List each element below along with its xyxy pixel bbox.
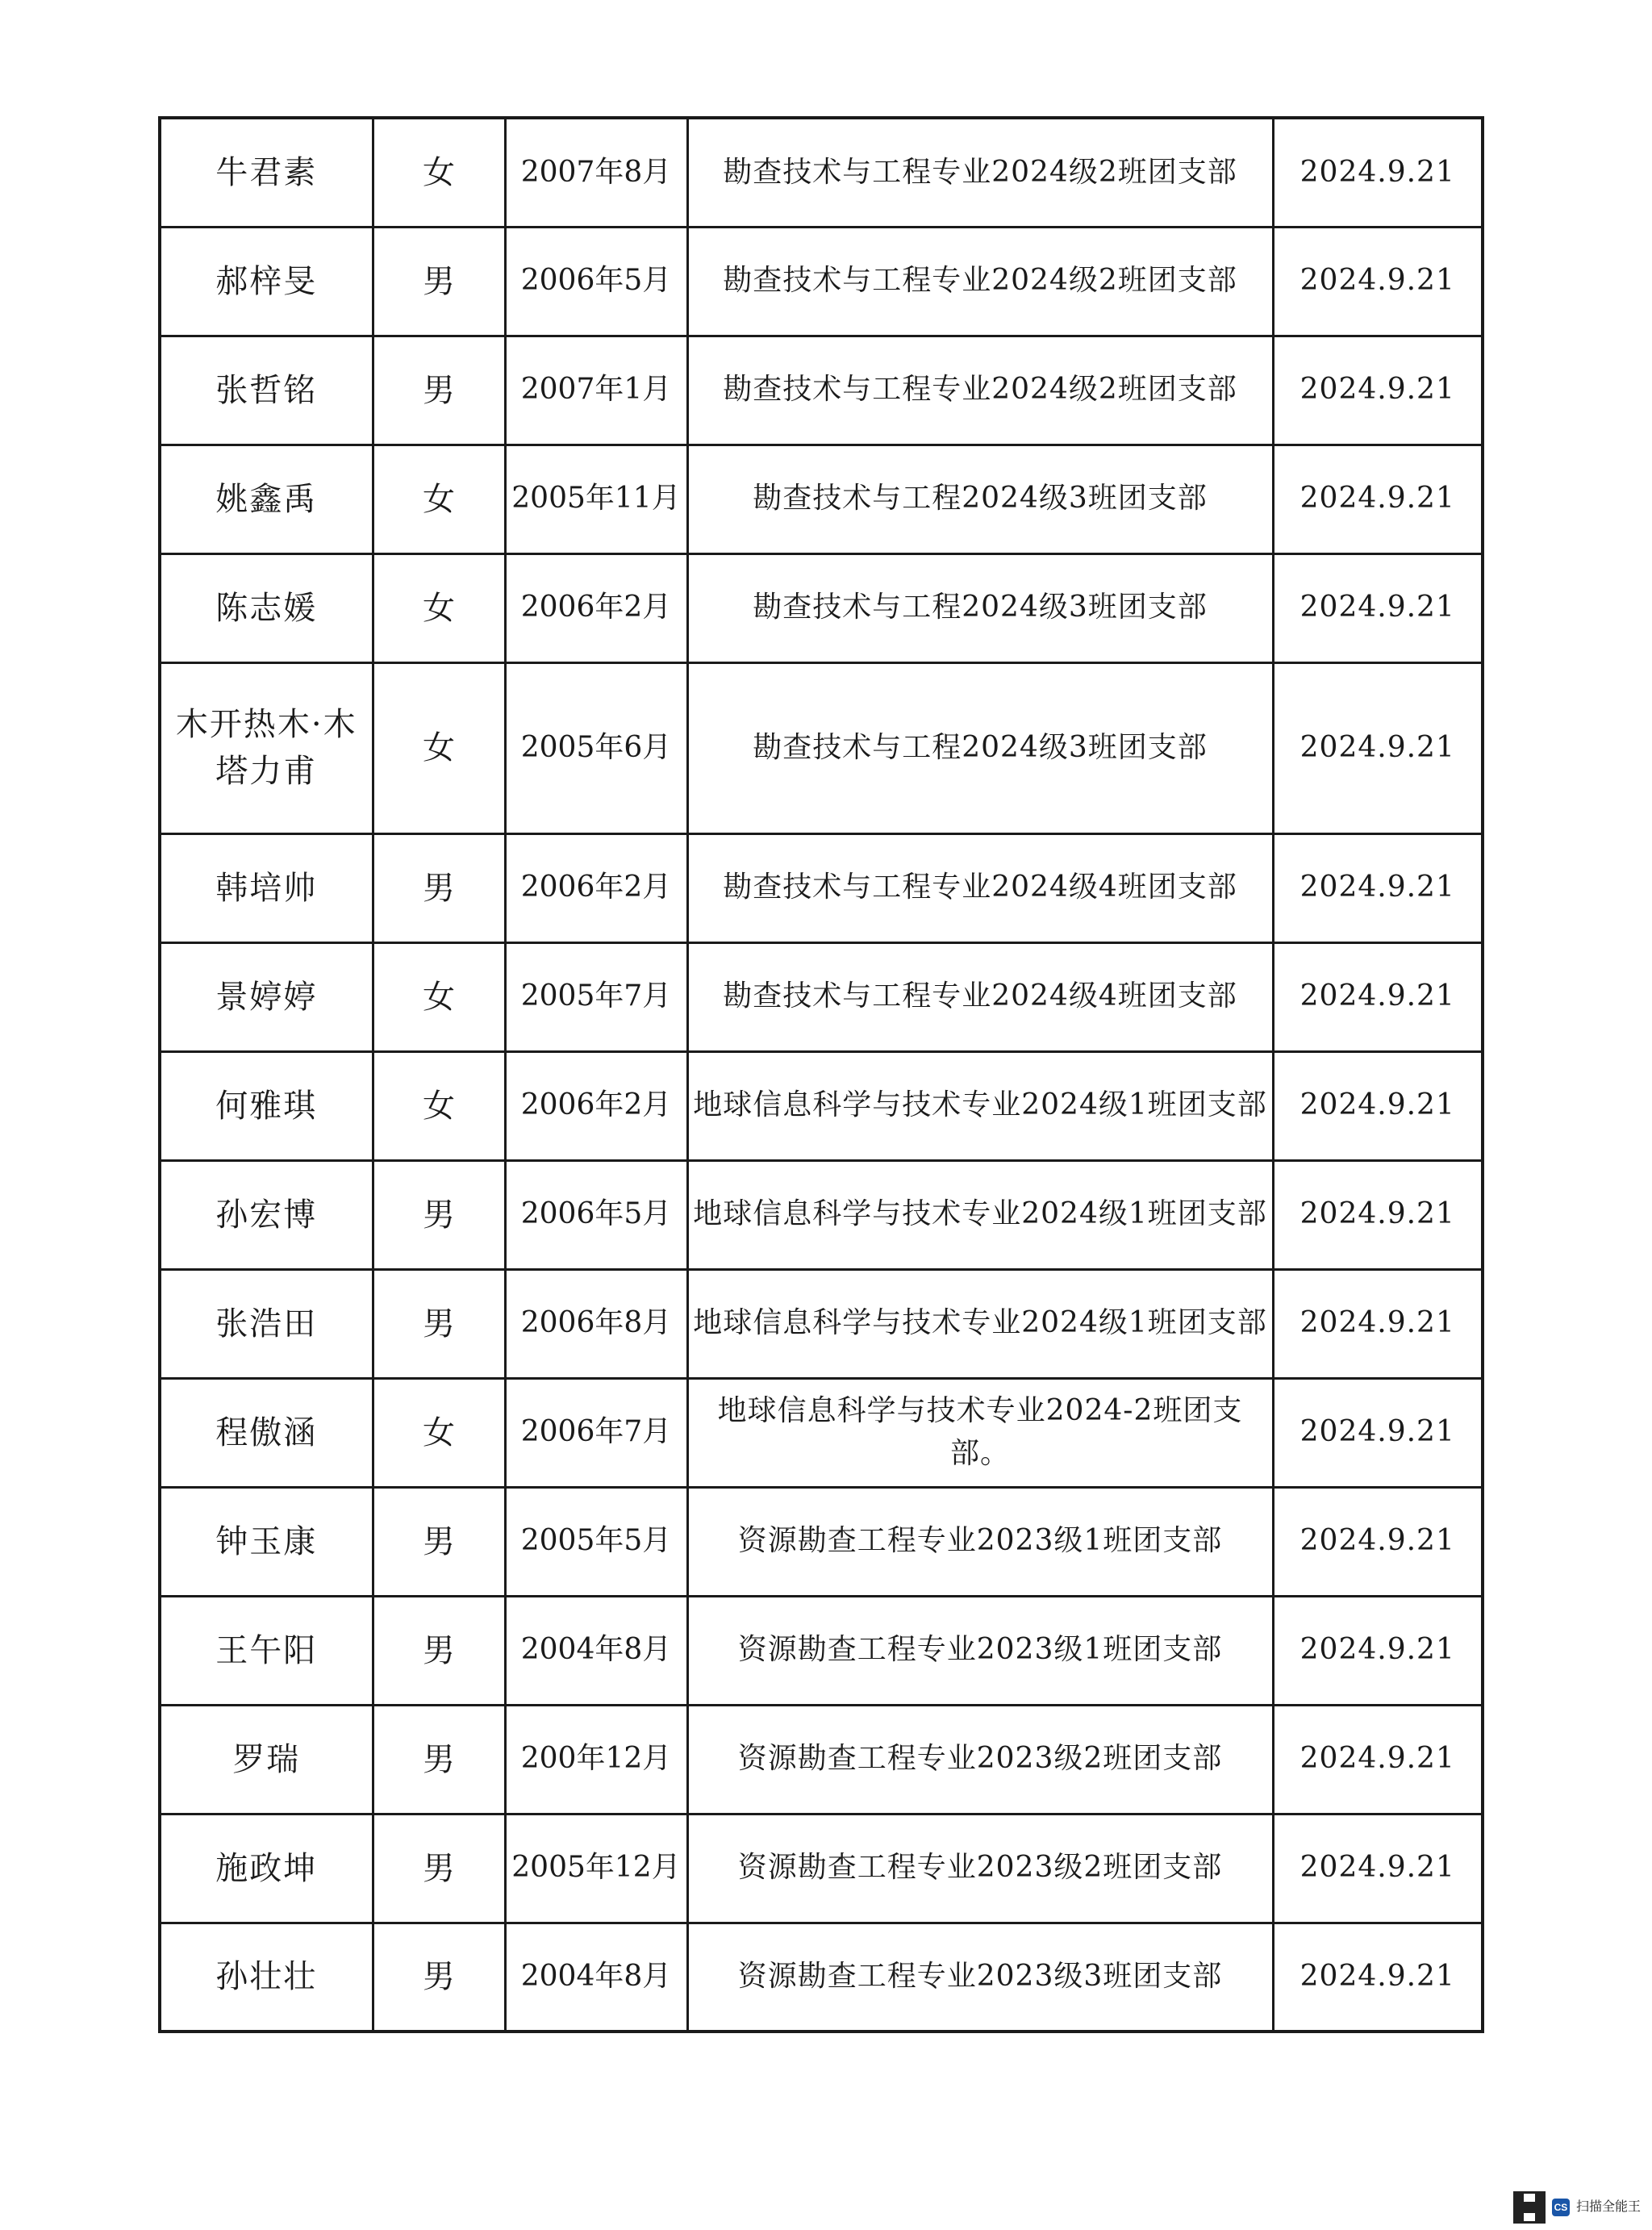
- name-cell: 郝梓旻: [160, 227, 373, 336]
- branch-cell: 勘查技术与工程专业2024级2班团支部: [687, 227, 1273, 336]
- branch-cell: 资源勘查工程专业2023级3班团支部: [687, 1923, 1273, 2032]
- branch-cell: 资源勘查工程专业2023级1班团支部: [687, 1487, 1273, 1596]
- gender-cell: 男: [373, 833, 505, 942]
- gender-cell: 男: [373, 1160, 505, 1269]
- birth-date-cell: 2005年7月: [505, 942, 687, 1051]
- brand-name: 扫描全能王: [1575, 2200, 1641, 2215]
- join-date-cell: 2024.9.21: [1273, 445, 1483, 553]
- table-row: [160, 227, 1483, 336]
- birth-date-cell: 2004年8月: [505, 1596, 687, 1705]
- birth-date-cell: 2006年2月: [505, 553, 687, 662]
- birth-date-cell: 2004年8月: [505, 1923, 687, 2032]
- gender-cell: 女: [373, 1051, 505, 1160]
- table-row: [160, 118, 1483, 227]
- gender-cell: 男: [373, 336, 505, 445]
- scanner-watermark: [1513, 2191, 1641, 2224]
- roster-body: [160, 118, 1483, 2032]
- table-row: [160, 1596, 1483, 1705]
- branch-cell: 勘查技术与工程专业2024级2班团支部: [687, 118, 1273, 227]
- name-cell: 程傲涵: [160, 1378, 373, 1487]
- name-cell: 韩培帅: [160, 833, 373, 942]
- branch-cell: 资源勘查工程专业2023级1班团支部: [687, 1596, 1273, 1705]
- birth-date-cell: 2005年12月: [505, 1814, 687, 1923]
- name-cell: 张哲铭: [160, 336, 373, 445]
- table-row: [160, 1487, 1483, 1596]
- birth-date-cell: 2005年6月: [505, 662, 687, 833]
- name-cell: 孙壮壮: [160, 1923, 373, 2032]
- name-cell: 姚鑫禹: [160, 445, 373, 553]
- birth-date-cell: 2007年8月: [505, 118, 687, 227]
- name-cell: 施政坤: [160, 1814, 373, 1923]
- gender-cell: 女: [373, 553, 505, 662]
- branch-cell: 资源勘查工程专业2023级2班团支部: [687, 1814, 1273, 1923]
- table-row: [160, 662, 1483, 833]
- birth-date-cell: 2006年2月: [505, 833, 687, 942]
- table-row: [160, 1814, 1483, 1923]
- name-cell: 陈志媛: [160, 553, 373, 662]
- join-date-cell: 2024.9.21: [1273, 227, 1483, 336]
- name-cell: 木开热木·木塔力甫: [160, 662, 373, 833]
- table-row: [160, 1378, 1483, 1487]
- branch-cell: 资源勘查工程专业2023级2班团支部: [687, 1705, 1273, 1814]
- table-row: [160, 1160, 1483, 1269]
- name-cell: 钟玉康: [160, 1487, 373, 1596]
- branch-cell: 勘查技术与工程2024级3班团支部: [687, 445, 1273, 553]
- table-row: [160, 445, 1483, 553]
- birth-date-cell: 2007年1月: [505, 336, 687, 445]
- name-cell: 牛君素: [160, 118, 373, 227]
- birth-date-cell: 200年12月: [505, 1705, 687, 1814]
- table-row: [160, 1923, 1483, 2032]
- birth-date-cell: 2006年2月: [505, 1051, 687, 1160]
- name-cell: 景婷婷: [160, 942, 373, 1051]
- name-cell: 张浩田: [160, 1269, 373, 1378]
- join-date-cell: 2024.9.21: [1273, 118, 1483, 227]
- qr-code-icon: [1513, 2191, 1546, 2224]
- join-date-cell: 2024.9.21: [1273, 662, 1483, 833]
- branch-cell: 勘查技术与工程专业2024级4班团支部: [687, 833, 1273, 942]
- join-date-cell: 2024.9.21: [1273, 553, 1483, 662]
- branch-cell: 勘查技术与工程专业2024级4班团支部: [687, 942, 1273, 1051]
- join-date-cell: 2024.9.21: [1273, 1596, 1483, 1705]
- join-date-cell: 2024.9.21: [1273, 1269, 1483, 1378]
- name-cell: 孙宏博: [160, 1160, 373, 1269]
- table-row: [160, 833, 1483, 942]
- join-date-cell: 2024.9.21: [1273, 833, 1483, 942]
- birth-date-cell: 2005年11月: [505, 445, 687, 553]
- member-roster-table: [158, 116, 1484, 2033]
- table-row: [160, 1269, 1483, 1378]
- birth-date-cell: 2006年5月: [505, 1160, 687, 1269]
- gender-cell: 男: [373, 1814, 505, 1923]
- gender-cell: 女: [373, 118, 505, 227]
- join-date-cell: 2024.9.21: [1273, 942, 1483, 1051]
- table-row: [160, 336, 1483, 445]
- branch-cell: 地球信息科学与技术专业2024级1班团支部: [687, 1051, 1273, 1160]
- gender-cell: 男: [373, 1487, 505, 1596]
- table-row: [160, 942, 1483, 1051]
- branch-cell: 地球信息科学与技术专业2024级1班团支部: [687, 1160, 1273, 1269]
- join-date-cell: 2024.9.21: [1273, 1923, 1483, 2032]
- table-row: [160, 1051, 1483, 1160]
- name-cell: 罗瑞: [160, 1705, 373, 1814]
- branch-cell: 勘查技术与工程专业2024级2班团支部: [687, 336, 1273, 445]
- gender-cell: 男: [373, 1705, 505, 1814]
- birth-date-cell: 2005年5月: [505, 1487, 687, 1596]
- gender-cell: 男: [373, 1269, 505, 1378]
- table-row: [160, 553, 1483, 662]
- join-date-cell: 2024.9.21: [1273, 1705, 1483, 1814]
- camscanner-logo-icon: CS: [1552, 2199, 1570, 2216]
- branch-cell: 地球信息科学与技术专业2024级1班团支部: [687, 1269, 1273, 1378]
- join-date-cell: 2024.9.21: [1273, 1814, 1483, 1923]
- gender-cell: 女: [373, 445, 505, 553]
- birth-date-cell: 2006年7月: [505, 1378, 687, 1487]
- join-date-cell: 2024.9.21: [1273, 1051, 1483, 1160]
- name-cell: 何雅琪: [160, 1051, 373, 1160]
- gender-cell: 女: [373, 662, 505, 833]
- name-cell: 王午阳: [160, 1596, 373, 1705]
- branch-cell: 勘查技术与工程2024级3班团支部: [687, 662, 1273, 833]
- gender-cell: 男: [373, 227, 505, 336]
- birth-date-cell: 2006年8月: [505, 1269, 687, 1378]
- join-date-cell: 2024.9.21: [1273, 1378, 1483, 1487]
- gender-cell: 女: [373, 942, 505, 1051]
- birth-date-cell: 2006年5月: [505, 227, 687, 336]
- join-date-cell: 2024.9.21: [1273, 336, 1483, 445]
- gender-cell: 女: [373, 1378, 505, 1487]
- gender-cell: 男: [373, 1923, 505, 2032]
- branch-cell: 勘查技术与工程2024级3班团支部: [687, 553, 1273, 662]
- join-date-cell: 2024.9.21: [1273, 1487, 1483, 1596]
- branch-cell: 地球信息科学与技术专业2024-2班团支部。: [687, 1378, 1273, 1487]
- gender-cell: 男: [373, 1596, 505, 1705]
- table-row: [160, 1705, 1483, 1814]
- join-date-cell: 2024.9.21: [1273, 1160, 1483, 1269]
